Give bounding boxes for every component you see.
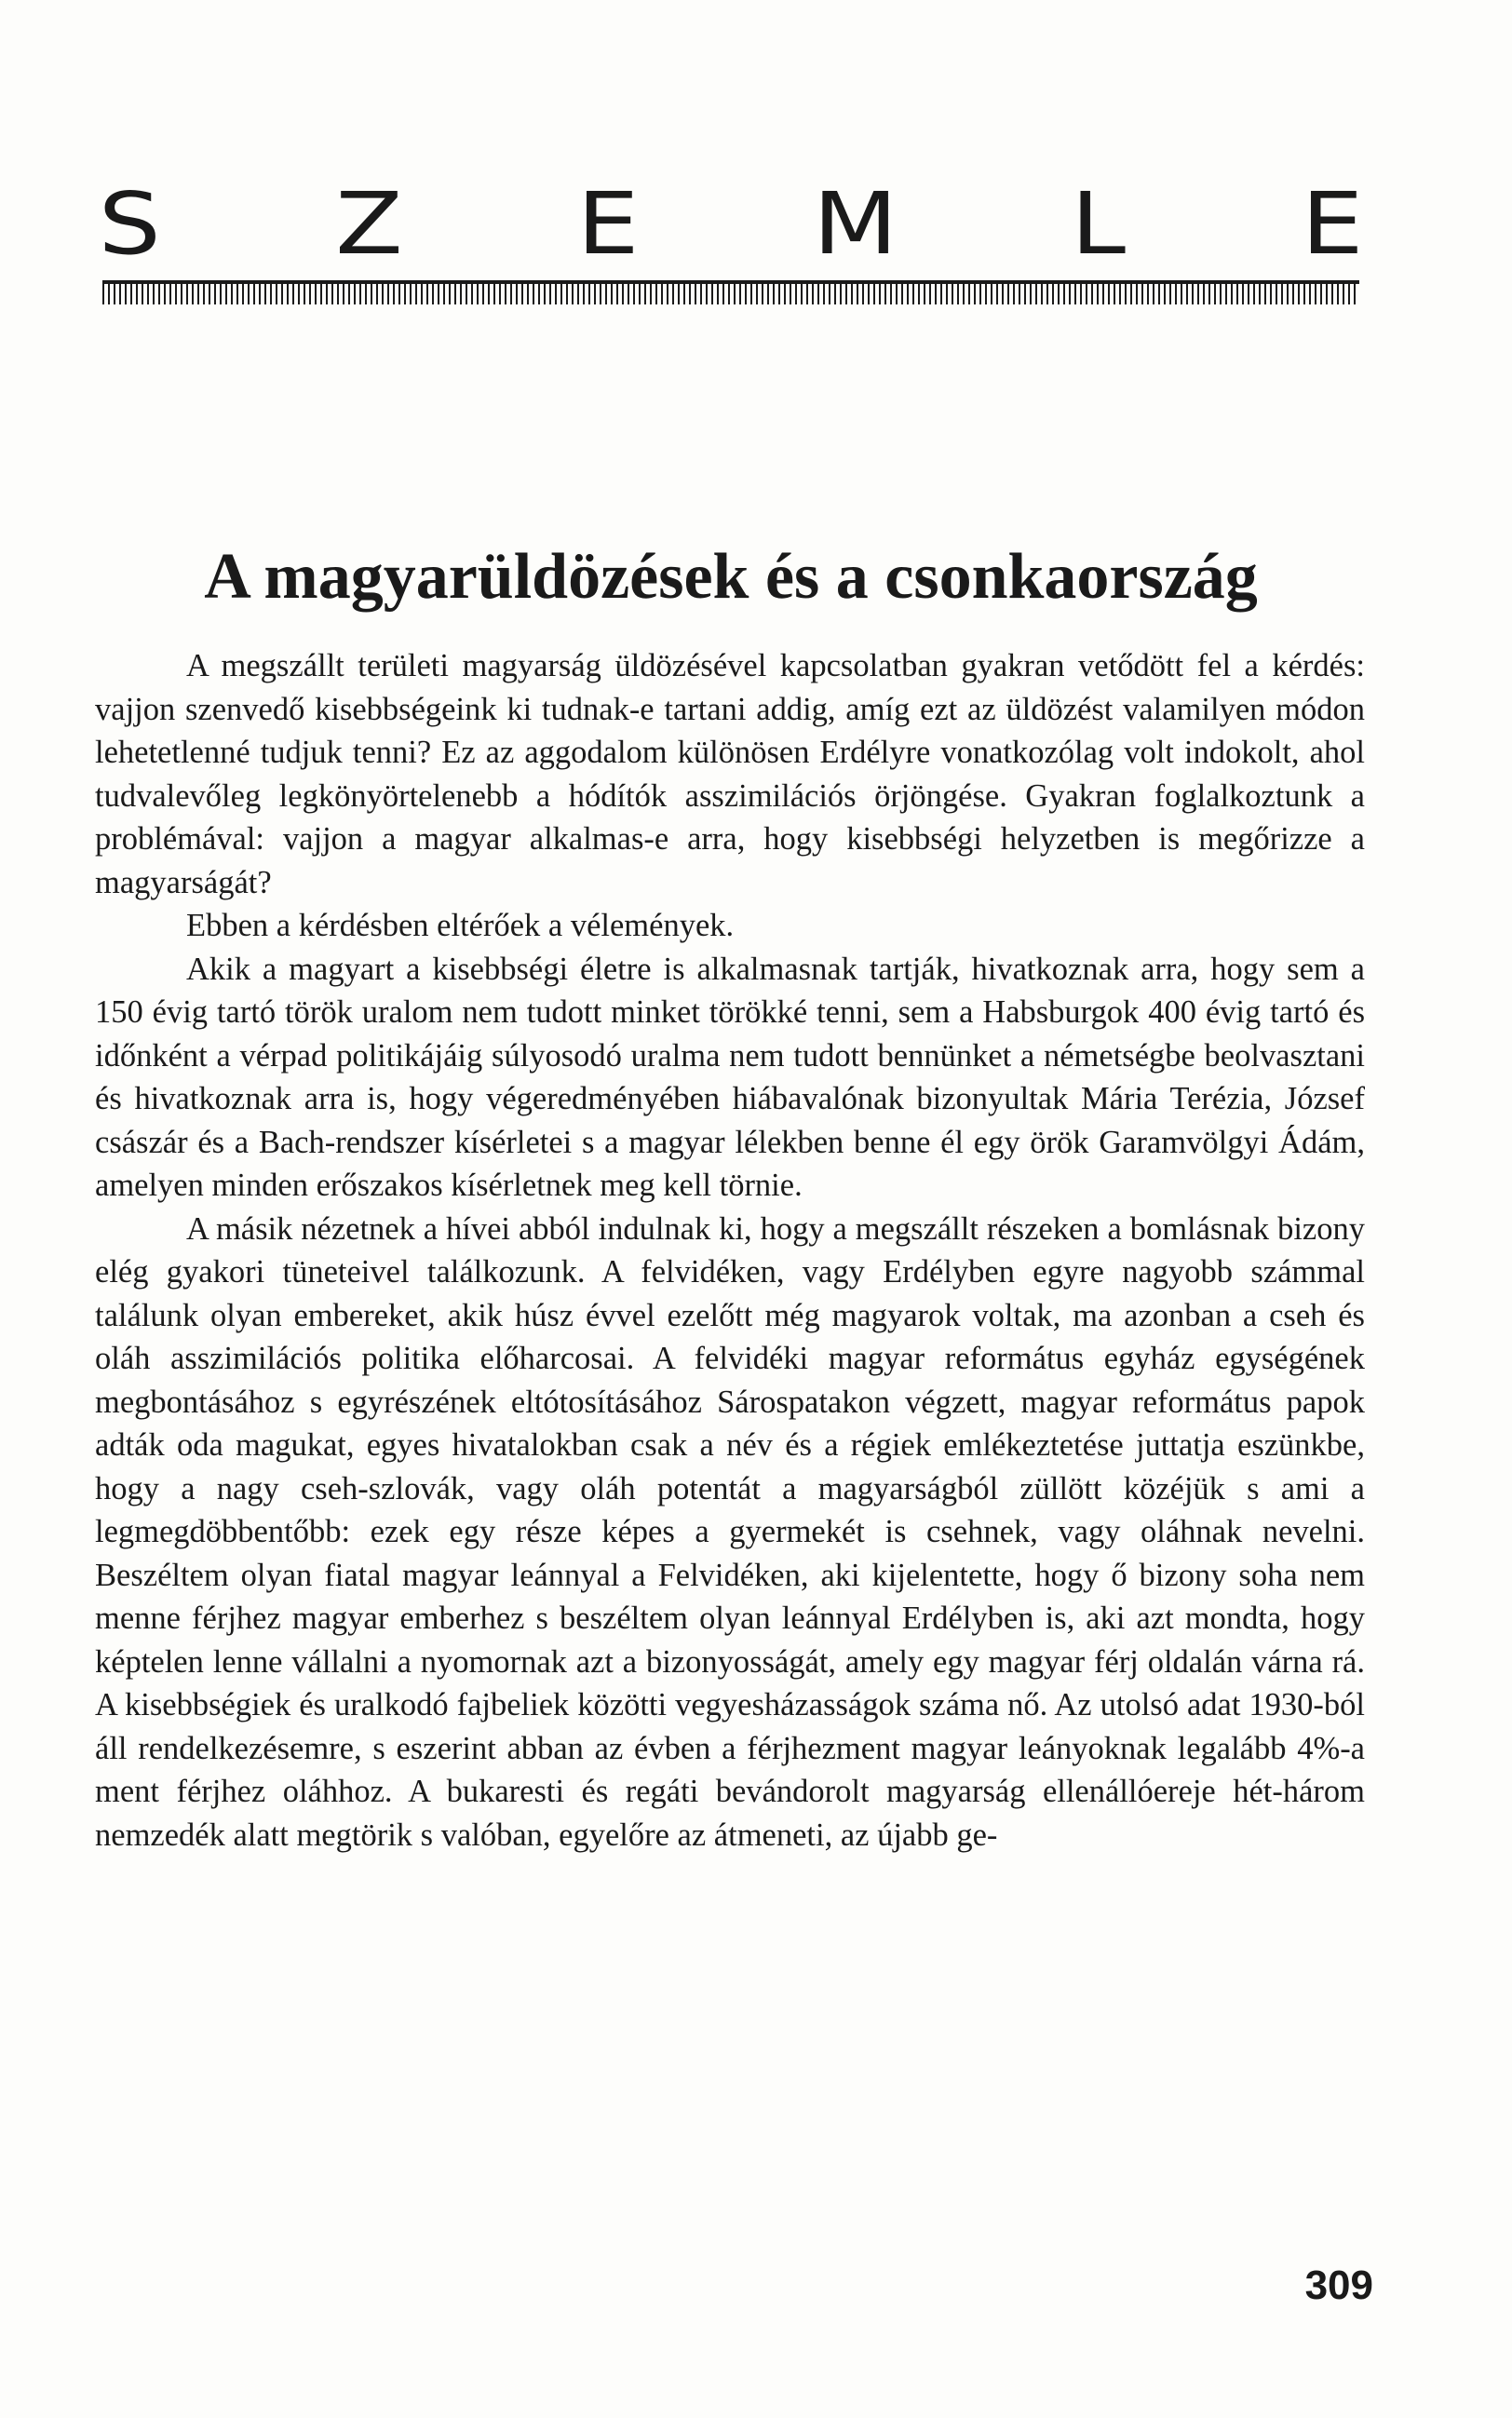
article-paragraph: A megszállt területi magyarság üldözésével kapcsolatban gyakran vetődött fel a kérdés: vajjon szenvedő kisebbségeink ki tudnak-e tartani addig, amíg ezt az üldözést valamilyen módon lehetetlenné tudjuk tenni? Ez az aggodalom különösen Erdélyre vonatkozólag volt indokolt, ahol tudvalevőleg legkönyörtelenebb a hódítók asszimilációs örjöngése. Gyakran foglalkoztunk a problémával: vajjon a magyar alkalmas-e arra, hogy kisebbségi helyzetben is megőrizze a magyarságát?: [95, 648, 1365, 900]
article-paragraph: Ebben a kérdésben eltérőek a vélemények.: [186, 908, 735, 943]
masthead-letter: E: [1301, 174, 1364, 274]
article-body: [95, 644, 1365, 1857]
article-title: A magyarüldözések és a csonkaország: [204, 541, 1258, 613]
masthead-letter: S: [98, 174, 161, 274]
masthead-letter: E: [576, 174, 640, 274]
masthead-title: [98, 174, 1364, 274]
article-paragraph: A másik nézetnek a hívei abból indulnak ki, hogy a megszállt részeken a bomlásnak bizony elég gyakori tüneteivel találkozunk. A felvidéken, vagy Erdélyben egyre nagyobb számmal találunk olyan embereket, akik húsz évvel ezelőtt még magyarok voltak, ma azonban a cseh és oláh asszimilációs politika előharcosai. A felvidéki magyar református egyház egységének megbontásához s egyrészének eltótosításához Sárospatakon végzett, magyar református papok adták oda magukat, egyes hivatalokban csak a név és a régiek emlékeztetése juttatja eszünkbe, hogy a nagy cseh-szlovák, vagy oláh potentát a magyarságból züllött közéjük s ami a legmegdöbbentőbb: ezek egy része képes a gyermekét is csehnek, vagy oláhnak nevelni. Beszéltem olyan fiatal magyar leánnyal a Felvidéken, aki kijelentette, hogy ő bizony soha nem menne férjhez magyar emberhez s beszéltem olyan leánnyal Erdélyben is, aki azt mondta, hogy képtelen lenne vállalni a nyomornak azt a bizonyosságát, amely egy magyar férj oldalán várna rá. A kisebbségiek és uralkodó fajbeliek közötti vegyesházasságok száma nő. Az utolsó adat 1930-ból áll rendelkezésemre, s eszerint abban az évben a férjhezment magyar leányoknak legalább 4%-a ment férjhez oláhhoz. A bukaresti és regáti bevándorolt magyarság ellenállóereje hét-három nemzedék alatt megtörik s valóban, egyelőre az átmeneti, az újabb ge-: [95, 1210, 1365, 1853]
masthead-letter: M: [812, 174, 898, 274]
masthead-hatched-rule: [102, 284, 1359, 304]
article-paragraph: Akik a magyart a kisebbségi életre is alkalmasnak tartják, hivatkoznak arra, hogy sem a 150 évig tartó török uralom nem tudott minket törökké tenni, sem a Habsburgok 400 évig tartó és időnként a vérpad politikájáig súlyosodó uralma nem tudott bennünket a németségbe beolvasztani és hivatkoznak arra is, hogy végeredményében hiábavalónak bizonyultak Mária Terézia, József császár és a Bach-rendszer kísérletei s a magyar lélekben benne él egy örök Garamvölgyi Ádám, amelyen minden erőszakos kísérletnek meg kell törnie.: [95, 951, 1365, 1203]
masthead-letter: L: [1071, 174, 1127, 274]
masthead-letter: Z: [334, 174, 403, 274]
page-number: 309: [1304, 2263, 1373, 2308]
section-masthead: [98, 174, 1364, 274]
